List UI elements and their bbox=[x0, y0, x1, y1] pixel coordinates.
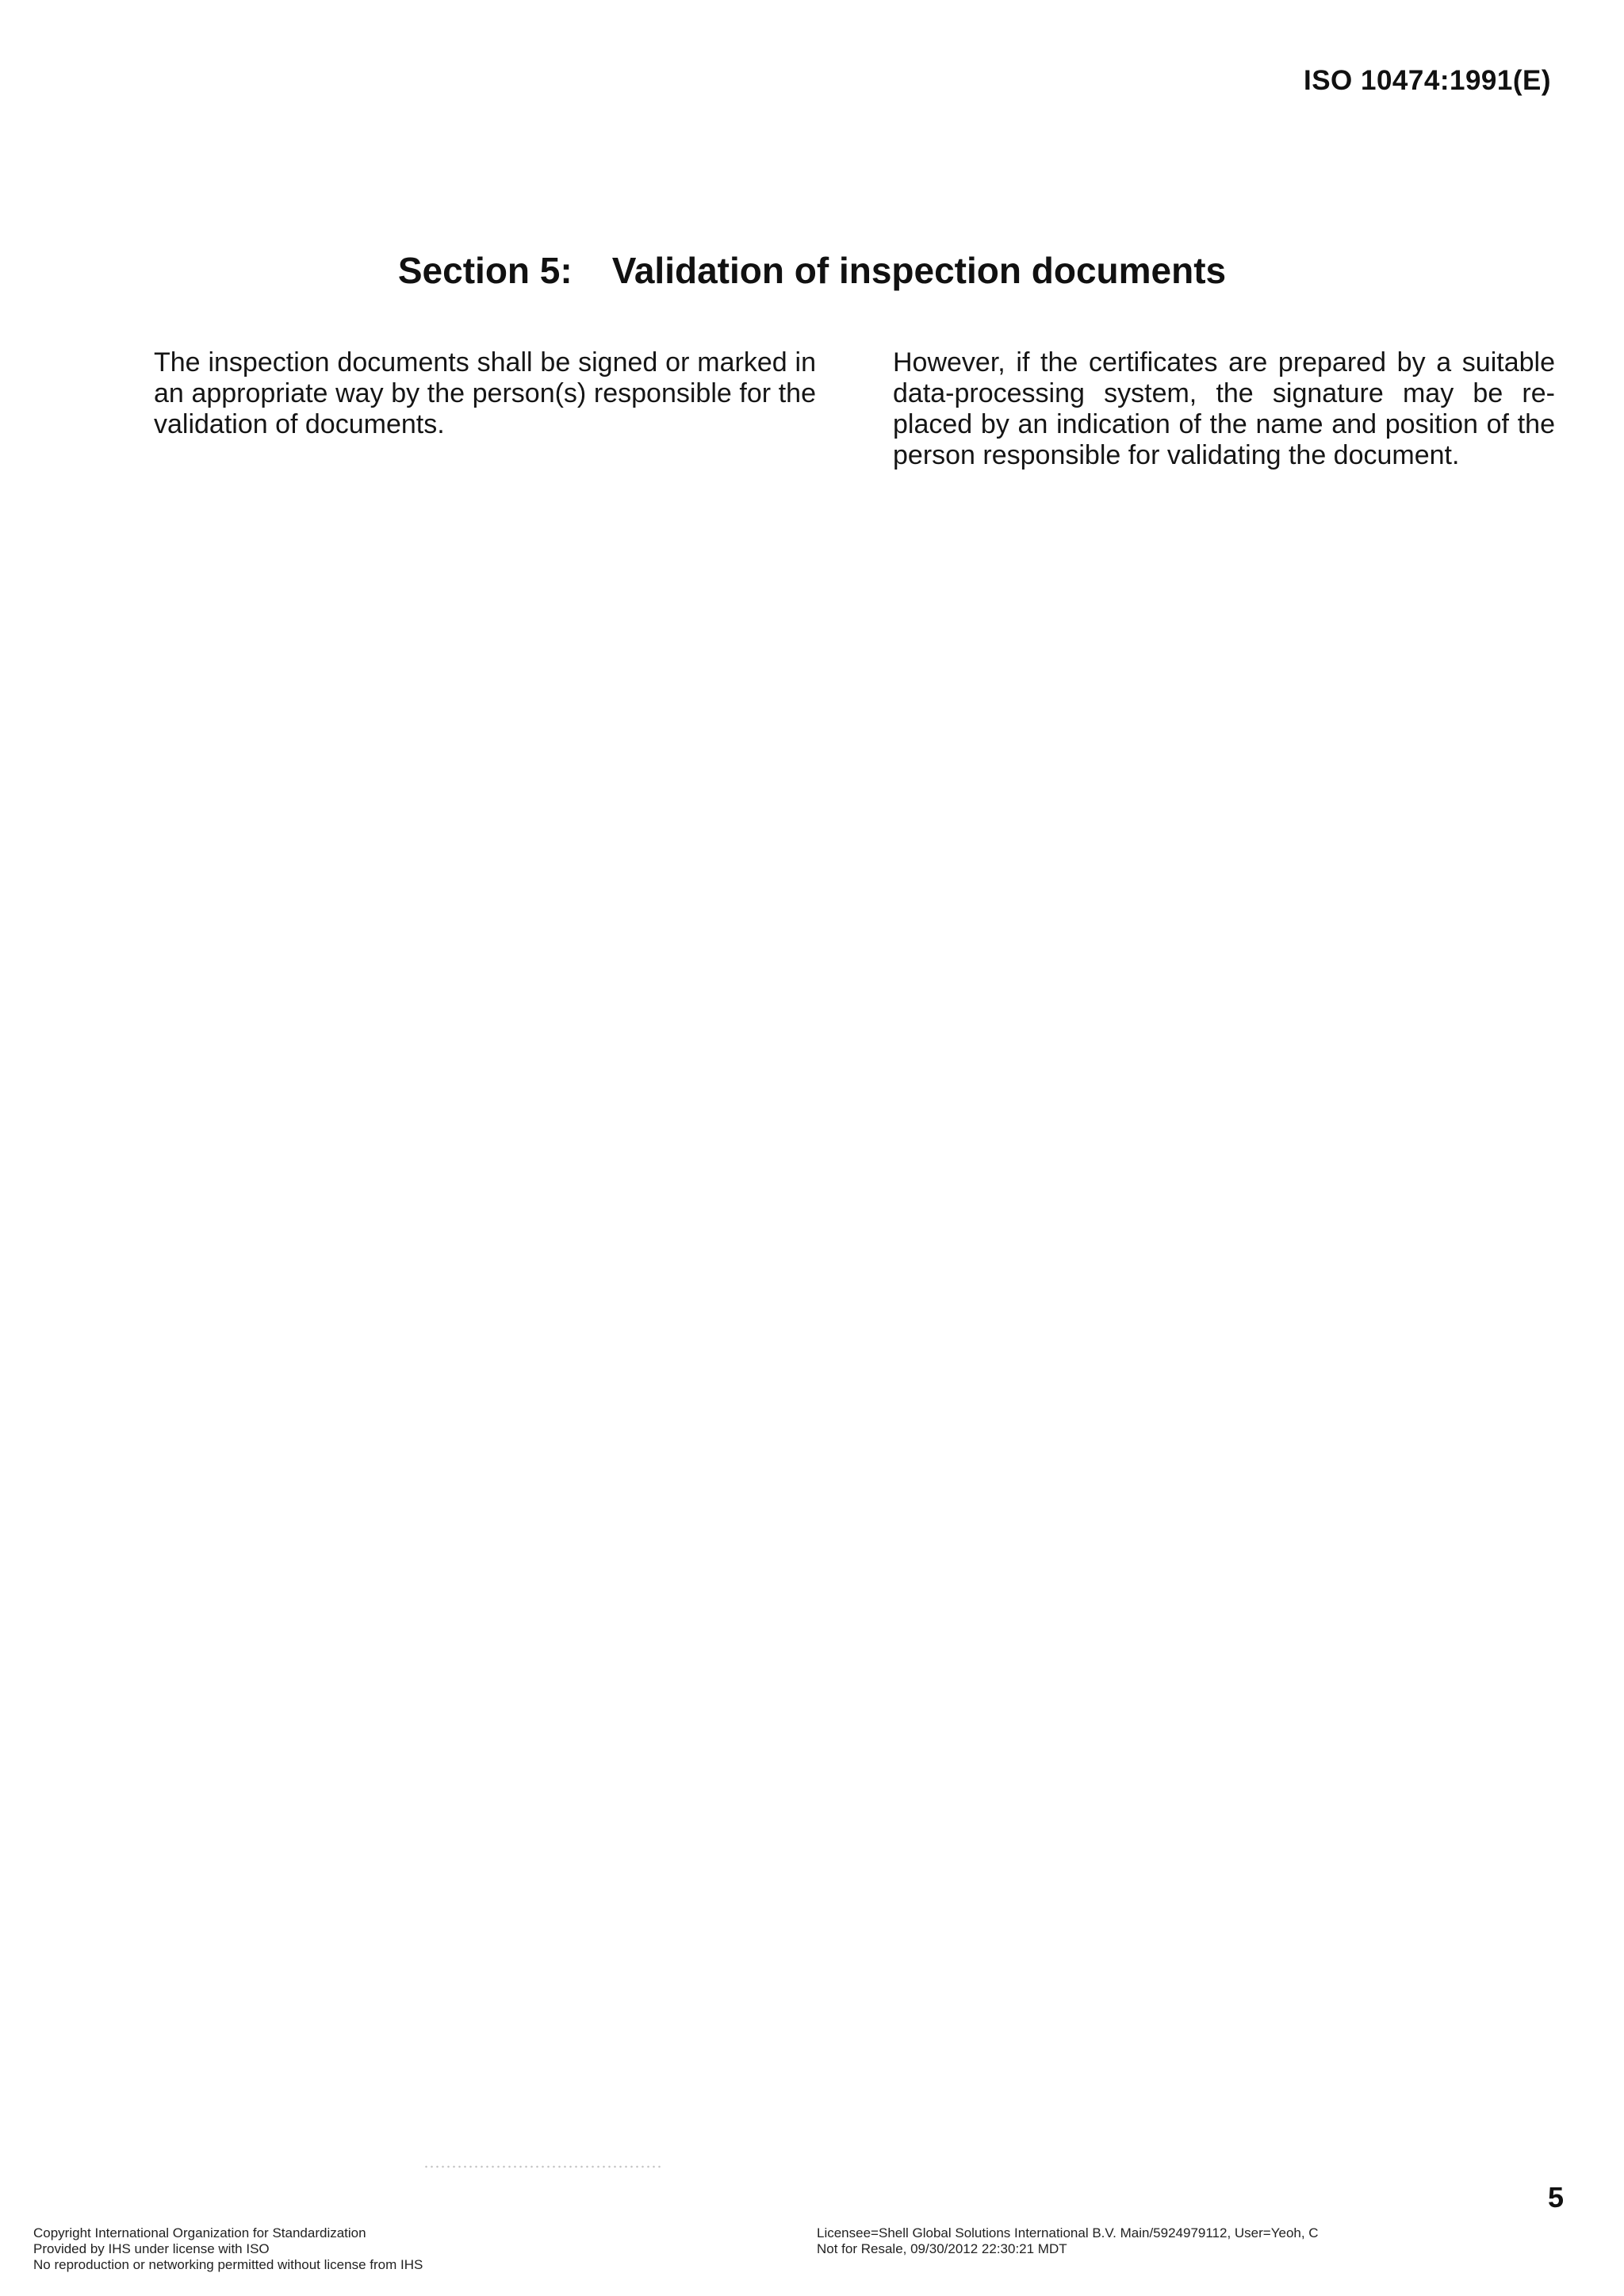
footer-line: Copyright International Organization for Standardization bbox=[33, 2225, 366, 2240]
left-paragraph: The inspection documents shall be signed or marked in an appropriate way by the person(s) responsible for the validation of documents. bbox=[154, 347, 816, 439]
footer-line: Not for Resale, 09/30/2012 22:30:21 MDT bbox=[817, 2241, 1067, 2256]
footer-license bbox=[817, 2225, 1319, 2257]
footer-line: Provided by IHS under license with ISO bbox=[33, 2241, 270, 2256]
footer-line: No reproduction or networking permitted without license from IHS bbox=[33, 2257, 423, 2272]
document-id: ISO 10474:1991(E) bbox=[1303, 65, 1551, 96]
scan-artifact bbox=[423, 2164, 661, 2170]
section-title: Validation of inspection documents bbox=[611, 250, 1227, 291]
section-heading bbox=[0, 249, 1624, 292]
footer-copyright bbox=[33, 2225, 423, 2273]
footer-line: Licensee=Shell Global Solutions International B.V. Main/5924979112, User=Yeoh, C bbox=[817, 2225, 1319, 2240]
right-paragraph: However, if the certificates are prepared by a suitable data-processing system, the signature may be replaced by an indication of the name and position of the person responsible for validating the document. bbox=[893, 347, 1555, 470]
section-number: Section 5: bbox=[397, 250, 573, 291]
page-number: 5 bbox=[1547, 2181, 1564, 2214]
